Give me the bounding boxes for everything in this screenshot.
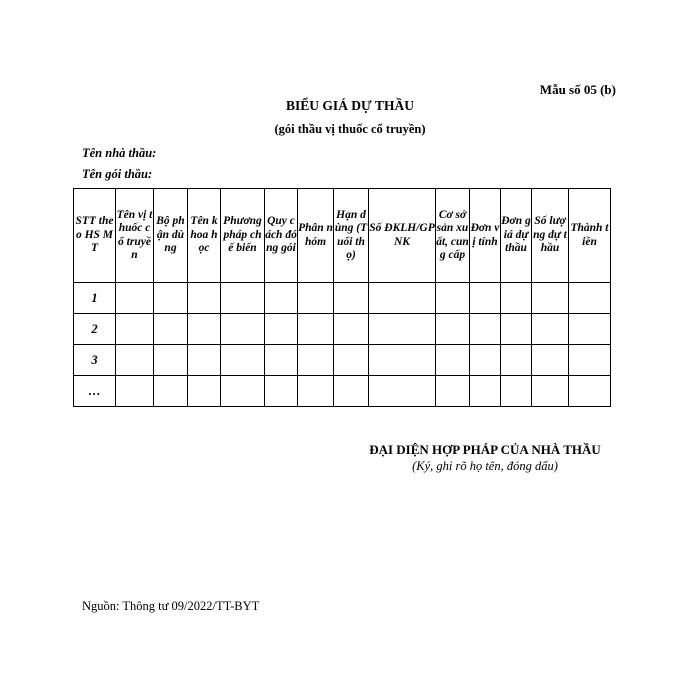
row-number-cell: 1: [74, 283, 116, 314]
table-row: [74, 345, 611, 376]
column-header: Cơ sở sản xuất, cung cấp: [436, 189, 470, 283]
table-header-row: [74, 189, 611, 283]
signature-note: (Ký, ghi rõ họ tên, đóng dấu): [412, 459, 558, 473]
column-header: Phân nhóm: [298, 189, 334, 283]
document-subtitle: (gói thầu vị thuốc cổ truyền): [274, 122, 426, 136]
row-number-cell: …: [74, 376, 116, 407]
column-header: Đơn giá dự thầu: [501, 189, 532, 283]
legal-representative-title: ĐẠI DIỆN HỢP PHÁP CỦA NHÀ THẦU: [369, 442, 601, 457]
table-row: [74, 314, 611, 345]
form-code: Mẫu số 05 (b): [539, 82, 616, 97]
column-header: Thành tiền: [569, 189, 611, 283]
table-row: [74, 376, 611, 407]
column-header: Quy cách đóng gói: [265, 189, 298, 283]
source-note: Nguồn: Thông tư 09/2022/TT-BYT: [82, 599, 260, 613]
column-header: Hạn dùng (Tuổi thọ): [334, 189, 369, 283]
column-header: Bộ phận dùng: [154, 189, 188, 283]
column-header: Đơn vị tính: [470, 189, 501, 283]
column-header: STT theo HS MT: [74, 189, 116, 283]
document-title: BIỂU GIÁ DỰ THẦU: [286, 98, 414, 113]
table-row: [74, 283, 611, 314]
column-header: Số ĐKLH/GP NK: [369, 189, 436, 283]
column-header: Tên khoa học: [188, 189, 221, 283]
column-header: Số lượng dự thầu: [532, 189, 569, 283]
row-number-cell: 2: [74, 314, 116, 345]
column-header: Tên vị thuốc cổ truyền: [116, 189, 154, 283]
bid-price-table: [73, 188, 611, 407]
row-number-cell: 3: [74, 345, 116, 376]
bidder-name-label: Tên nhà thầu:: [82, 146, 157, 160]
column-header: Phương pháp chế biến: [221, 189, 265, 283]
package-name-label: Tên gói thầu:: [82, 167, 153, 181]
